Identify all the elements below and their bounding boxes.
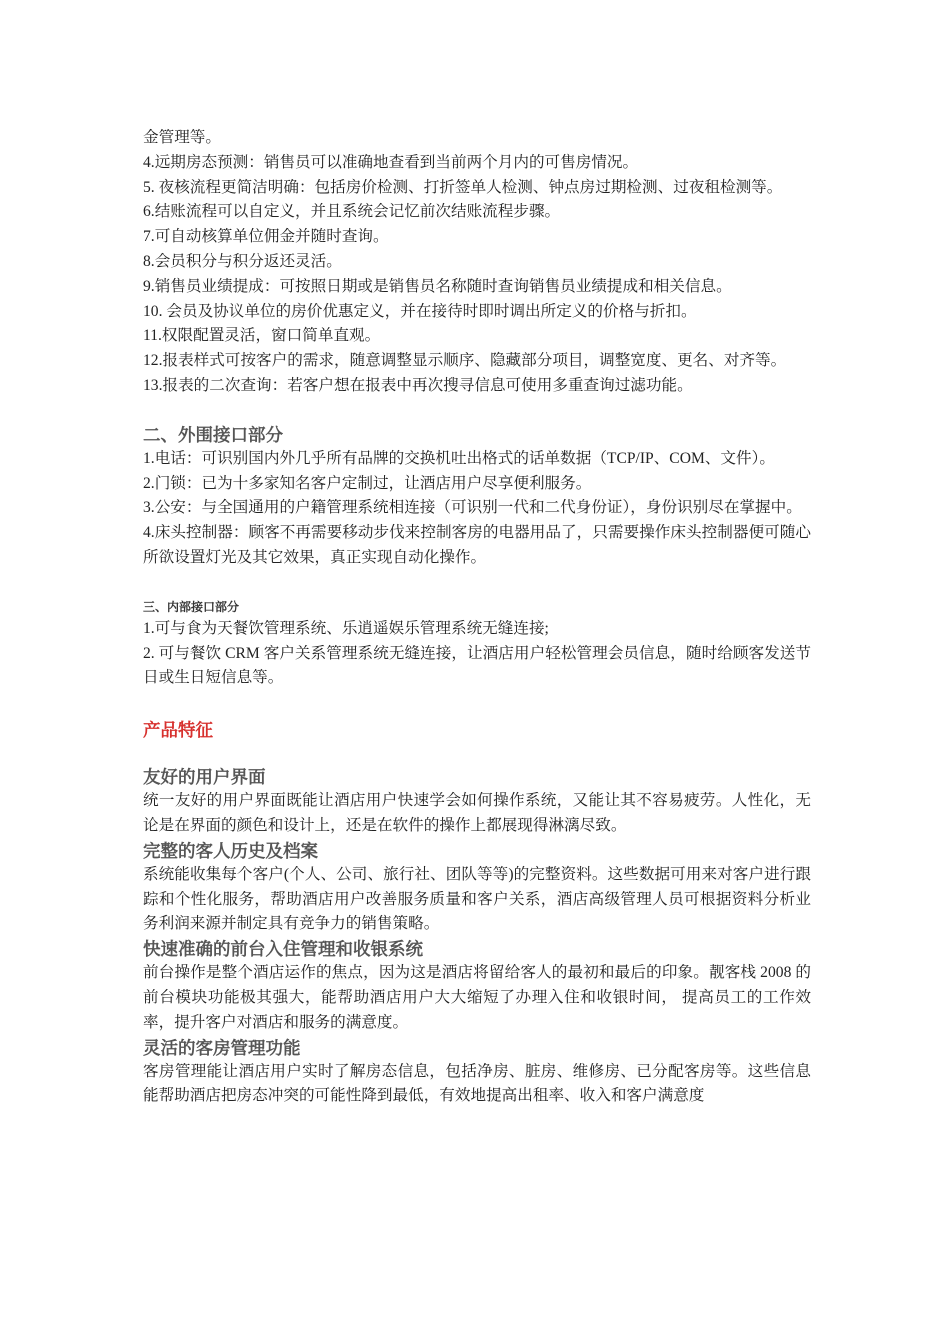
list-item: 7.可自动核算单位佣金并随时查询。 <box>143 228 389 246</box>
feature-text: 系统能收集每个客户(个人、公司、旅行社、团队等等)的完整资料。这些数据可用来对客户进行跟踪和个性化服务，帮助酒店用户改善服务质量和客户关系，酒店高级管理人员可根据资料分析业务利润来源并制定具有竞争力的销售策略。 <box>143 865 811 933</box>
internal-interfaces-list <box>143 617 811 691</box>
feature-heading: 友好的用户界面 <box>143 767 266 788</box>
feature-heading: 快速准确的前台入住管理和收银系统 <box>143 939 423 960</box>
product-features-title: 产品特征 <box>143 720 213 741</box>
feature-text: 客房管理能让酒店用户实时了解房态信息，包括净房、脏房、维修房、已分配客房等。这些信息能帮助酒店把房态冲突的可能性降到最低，有效地提高出租率、收入和客户满意度 <box>143 1062 811 1105</box>
list-item: 1.可与食为天餐饮管理系统、乐逍遥娱乐管理系统无缝连接; <box>143 619 549 637</box>
list-item: 11.权限配置灵活，窗口简单直观。 <box>143 327 381 345</box>
list-item: 4.远期房态预测：销售员可以准确地查看到当前两个月内的可售房情况。 <box>143 153 639 171</box>
list-item: 3.公安：与全国通用的户籍管理系统相连接（可识别一代和二代身份证），身份识别尽在掌握中。 <box>143 499 802 517</box>
list-item: 2.门锁：已为十多家知名客户定制过，让酒店用户尽享便利服务。 <box>143 474 592 492</box>
feature-text: 统一友好的用户界面既能让酒店用户快速学会如何操作系统，又能让其不容易疲劳。人性化，无论是在界面的颜色和设计上，还是在软件的操作上都展现得淋漓尽致。 <box>143 792 811 834</box>
list-item: 13.报表的二次查询：若客户想在报表中再次搜寻信息可使用多重查询过滤功能。 <box>143 376 693 394</box>
list-item: 6.结账流程可以自定义，并且系统会记忆前次结账流程步骤。 <box>143 203 561 221</box>
feature-heading: 完整的客人历史及档案 <box>143 840 318 861</box>
list-item: 5. 夜核流程更简洁明确：包括房价检测、打折签单人检测、钟点房过期检测、过夜租检测等。 <box>143 178 783 196</box>
feature-heading: 灵活的客房管理功能 <box>143 1037 301 1058</box>
list-item: 8.会员积分与积分返还灵活。 <box>143 252 342 270</box>
feature-text: 前台操作是整个酒店运作的焦点，因为这是酒店将留给客人的最初和最后的印象。靓客栈 2008 的前台模块功能极其强大，能帮助酒店用户大大缩短了办理入住和收银时间， 提高员工的工作效率，提升客户对酒店和服务的满意度。 <box>143 964 811 1031</box>
feature-block <box>143 765 811 839</box>
list-item: 金管理等。 <box>143 129 221 146</box>
section-heading-external-interfaces: 二、外围接口部分 <box>143 424 283 445</box>
document-body <box>143 126 811 1109</box>
feature-block <box>143 937 811 1035</box>
section-heading-internal-interfaces: 三、内部接口部分 <box>143 599 240 614</box>
list-item: 10. 会员及协议单位的房价优惠定义，并在接待时即时调出所定义的价格与折扣。 <box>143 302 697 320</box>
list-item: 1.电话：可识别国内外几乎所有品牌的交换机吐出格式的话单数据（TCP/IP、COM、文件）。 <box>143 449 776 467</box>
feature-list-continued <box>143 126 811 399</box>
feature-block <box>143 839 811 937</box>
feature-block <box>143 1036 811 1110</box>
external-interfaces-list <box>143 447 811 571</box>
list-item: 9.销售员业绩提成：可按照日期或是销售员名称随时查询销售员业绩提成和相关信息。 <box>143 277 732 295</box>
list-item: 2. 可与餐饮 CRM 客户关系管理系统无缝连接，让酒店用户轻松管理会员信息，随时给顾客发送节日或生日短信息等。 <box>143 644 811 687</box>
list-item: 4.床头控制器：顾客不再需要移动步伐来控制客房的电器用品了，只需要操作床头控制器便可随心所欲设置灯光及其它效果，真正实现自动化操作。 <box>143 524 811 566</box>
list-item: 12.报表样式可按客户的需求，随意调整显示顺序、隐藏部分项目，调整宽度、更名、对齐等。 <box>143 352 787 370</box>
